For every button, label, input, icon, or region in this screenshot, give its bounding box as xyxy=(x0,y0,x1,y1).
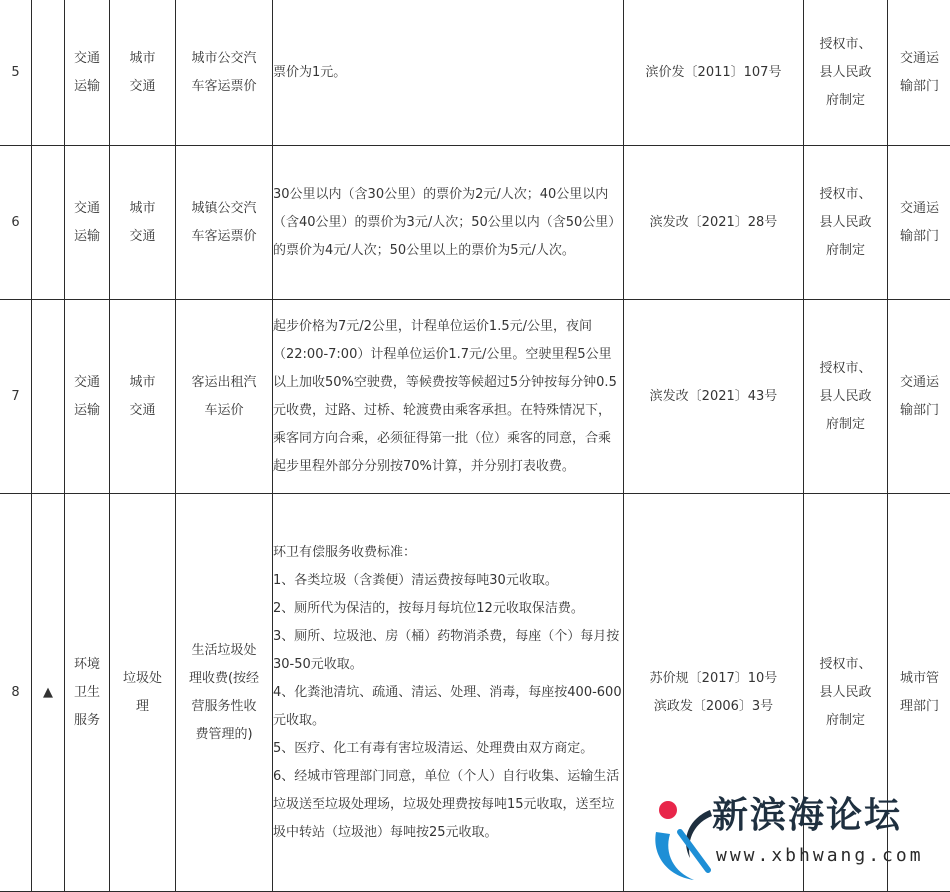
department-cell-text-line: 理部门 xyxy=(900,693,939,721)
fee-item-cell-text-line: 车运价 xyxy=(191,397,256,425)
watermark-title: 新滨海论坛 xyxy=(712,794,902,838)
fee-item-cell-text-line: 城镇公交汽 xyxy=(191,195,256,223)
pricing-authority-cell-text xyxy=(819,181,871,265)
fee-standard-cell xyxy=(273,146,624,300)
category-cell-text xyxy=(74,651,100,735)
fee-standard-paragraph: 30公里以内（含30公里）的票价为2元/人次；40公里以内（含40公里）的票价为3元/人次；50公里以内（含50公里）的票价为4元/人次；50公里以上的票价为5元/人次。 xyxy=(273,181,623,265)
policy-document-number: 滨价发〔2011〕107号 xyxy=(624,59,803,87)
category-cell-text xyxy=(74,195,100,251)
policy-basis-cell xyxy=(624,146,804,300)
table-row xyxy=(0,146,950,300)
mark-cell xyxy=(32,0,65,146)
fee-item-cell-text-line: 费管理的) xyxy=(189,721,259,749)
department-cell xyxy=(888,300,950,494)
fee-item-cell xyxy=(176,494,273,892)
pricing-authority-cell xyxy=(804,300,888,494)
table-row xyxy=(0,300,950,494)
department-cell-text xyxy=(900,369,939,425)
fee-standard-cell xyxy=(273,494,624,892)
policy-document-number: 滨政发〔2006〕3号 xyxy=(624,693,803,721)
mark-cell xyxy=(32,146,65,300)
category-cell-text-line: 服务 xyxy=(74,707,100,735)
department-cell xyxy=(888,0,950,146)
category-cell-text-line: 交通 xyxy=(74,195,100,223)
fee-item-cell-text xyxy=(189,637,259,749)
fee-item-cell xyxy=(176,300,273,494)
row-number: 8 xyxy=(0,494,32,892)
policy-basis-cell xyxy=(624,0,804,146)
fee-standard-paragraph: 票价为1元。 xyxy=(273,59,623,87)
pricing-authority-cell-text-line: 府制定 xyxy=(819,411,871,439)
subcategory-cell-text-line: 垃圾处 xyxy=(123,665,162,693)
subcategory-cell-text xyxy=(129,195,155,251)
xbh-logo-icon xyxy=(650,792,716,890)
fee-item-cell-text xyxy=(191,45,256,101)
subcategory-cell-text-line: 城市 xyxy=(129,195,155,223)
mark-cell: ▲ xyxy=(32,494,65,892)
subcategory-cell-text-line: 交通 xyxy=(129,397,155,425)
fee-item-cell xyxy=(176,146,273,300)
department-cell-text xyxy=(900,195,939,251)
fee-item-cell-text-line: 客运出租汽 xyxy=(191,369,256,397)
department-cell xyxy=(888,146,950,300)
subcategory-cell-text xyxy=(123,665,162,721)
fee-standard-paragraph: 环卫有偿服务收费标准： xyxy=(273,539,623,567)
fee-item-cell-text-line: 车客运票价 xyxy=(191,73,256,101)
fee-standard-paragraph: 2、厕所代为保洁的，按每月每坑位12元收取保洁费。 xyxy=(273,595,623,623)
category-cell-text xyxy=(74,45,100,101)
fee-item-cell-text xyxy=(191,195,256,251)
department-cell-text-line: 交通运 xyxy=(900,195,939,223)
fee-standard-paragraph: 起步价格为7元/2公里，计程单位运价1.5元/公里，夜间（22:00-7:00）计程单位运价1.7元/公里。空驶里程5公里以上加收50%空驶费，等候费按等候超过5分钟按每分钟0.5元收费，过路、过桥、轮渡费由乘客承担。在特殊情况下，乘客同方向合乘，必须征得第一批（位）乘客的同意，合乘起步里程外部分分别按70%计算，并分别打表收费。 xyxy=(273,313,623,481)
fee-item-cell-text-line: 理收费(按经 xyxy=(189,665,259,693)
subcategory-cell-text-line: 城市 xyxy=(129,45,155,73)
policy-basis-cell xyxy=(624,300,804,494)
pricing-authority-cell-text xyxy=(819,651,871,735)
category-cell xyxy=(65,494,110,892)
subcategory-cell-text-line: 交通 xyxy=(129,73,155,101)
pricing-authority-cell-text-line: 县人民政 xyxy=(819,679,871,707)
pricing-authority-cell-text-line: 授权市、 xyxy=(819,355,871,383)
subcategory-cell-text xyxy=(129,369,155,425)
department-cell-text-line: 输部门 xyxy=(900,397,939,425)
mark-cell xyxy=(32,300,65,494)
pricing-authority-cell-text-line: 授权市、 xyxy=(819,651,871,679)
subcategory-cell xyxy=(110,494,176,892)
subcategory-cell xyxy=(110,0,176,146)
fee-item-cell-text-line: 车客运票价 xyxy=(191,223,256,251)
pricing-authority-cell xyxy=(804,146,888,300)
fee-item-cell-text-line: 生活垃圾处 xyxy=(189,637,259,665)
pricing-authority-cell-text-line: 县人民政 xyxy=(819,59,871,87)
subcategory-cell-text xyxy=(129,45,155,101)
department-cell-text-line: 输部门 xyxy=(900,223,939,251)
policy-document-number: 滨发改〔2021〕43号 xyxy=(624,383,803,411)
watermark-url: www.xbhwang.com xyxy=(716,844,924,868)
subcategory-cell-text-line: 交通 xyxy=(129,223,155,251)
pricing-authority-cell-text-line: 县人民政 xyxy=(819,383,871,411)
category-cell xyxy=(65,146,110,300)
category-cell xyxy=(65,0,110,146)
fee-item-cell-text-line: 营服务性收 xyxy=(189,693,259,721)
fee-standard-cell xyxy=(273,300,624,494)
pricing-authority-cell-text-line: 府制定 xyxy=(819,707,871,735)
category-cell xyxy=(65,300,110,494)
category-cell-text-line: 环境 xyxy=(74,651,100,679)
row-number: 7 xyxy=(0,300,32,494)
pricing-authority-cell-text-line: 授权市、 xyxy=(819,31,871,59)
subcategory-cell-text-line: 城市 xyxy=(129,369,155,397)
fee-standard-paragraph: 4、化粪池清坑、疏通、清运、处理、消毒，每座按400-600元收取。 xyxy=(273,679,623,735)
watermark xyxy=(650,790,950,891)
fee-standard-paragraph: 5、医疗、化工有毒有害垃圾清运、处理费由双方商定。 xyxy=(273,735,623,763)
pricing-authority-cell-text-line: 县人民政 xyxy=(819,209,871,237)
subcategory-cell xyxy=(110,300,176,494)
subcategory-cell xyxy=(110,146,176,300)
category-cell-text xyxy=(74,369,100,425)
subcategory-cell-text-line: 理 xyxy=(123,693,162,721)
row-number: 5 xyxy=(0,0,32,146)
policy-document-number: 苏价规〔2017〕10号 xyxy=(624,665,803,693)
fee-standard-paragraph: 3、厕所、垃圾池、房（桶）药物消杀费，每座（个）每月按30-50元收取。 xyxy=(273,623,623,679)
fee-item-cell-text xyxy=(191,369,256,425)
fee-standard-paragraph: 1、各类垃圾（含粪便）清运费按每吨30元收取。 xyxy=(273,567,623,595)
category-cell-text-line: 运输 xyxy=(74,397,100,425)
department-cell-text xyxy=(900,665,939,721)
pricing-authority-cell-text xyxy=(819,355,871,439)
policy-document-number: 滨发改〔2021〕28号 xyxy=(624,209,803,237)
fee-item-cell-text-line: 城市公交汽 xyxy=(191,45,256,73)
pricing-authority-cell-text-line: 授权市、 xyxy=(819,181,871,209)
row-number: 6 xyxy=(0,146,32,300)
department-cell-text-line: 输部门 xyxy=(900,73,939,101)
department-cell-text xyxy=(900,45,939,101)
fee-item-cell xyxy=(176,0,273,146)
pricing-authority-cell-text-line: 府制定 xyxy=(819,237,871,265)
fee-standard-paragraph: 6、经城市管理部门同意，单位（个人）自行收集、运输生活垃圾送至垃圾处理场，垃圾处理费按每吨15元收取，送至垃圾中转站（垃圾池）每吨按25元收取。 xyxy=(273,763,623,847)
category-cell-text-line: 交通 xyxy=(74,369,100,397)
fee-standard-cell xyxy=(273,0,624,146)
pricing-authority-cell xyxy=(804,0,888,146)
category-cell-text-line: 运输 xyxy=(74,223,100,251)
pricing-authority-cell-text-line: 府制定 xyxy=(819,87,871,115)
category-cell-text-line: 运输 xyxy=(74,73,100,101)
pricing-authority-cell-text xyxy=(819,31,871,115)
department-cell-text-line: 城市管 xyxy=(900,665,939,693)
department-cell-text-line: 交通运 xyxy=(900,369,939,397)
department-cell-text-line: 交通运 xyxy=(900,45,939,73)
table-row xyxy=(0,0,950,146)
category-cell-text-line: 卫生 xyxy=(74,679,100,707)
category-cell-text-line: 交通 xyxy=(74,45,100,73)
